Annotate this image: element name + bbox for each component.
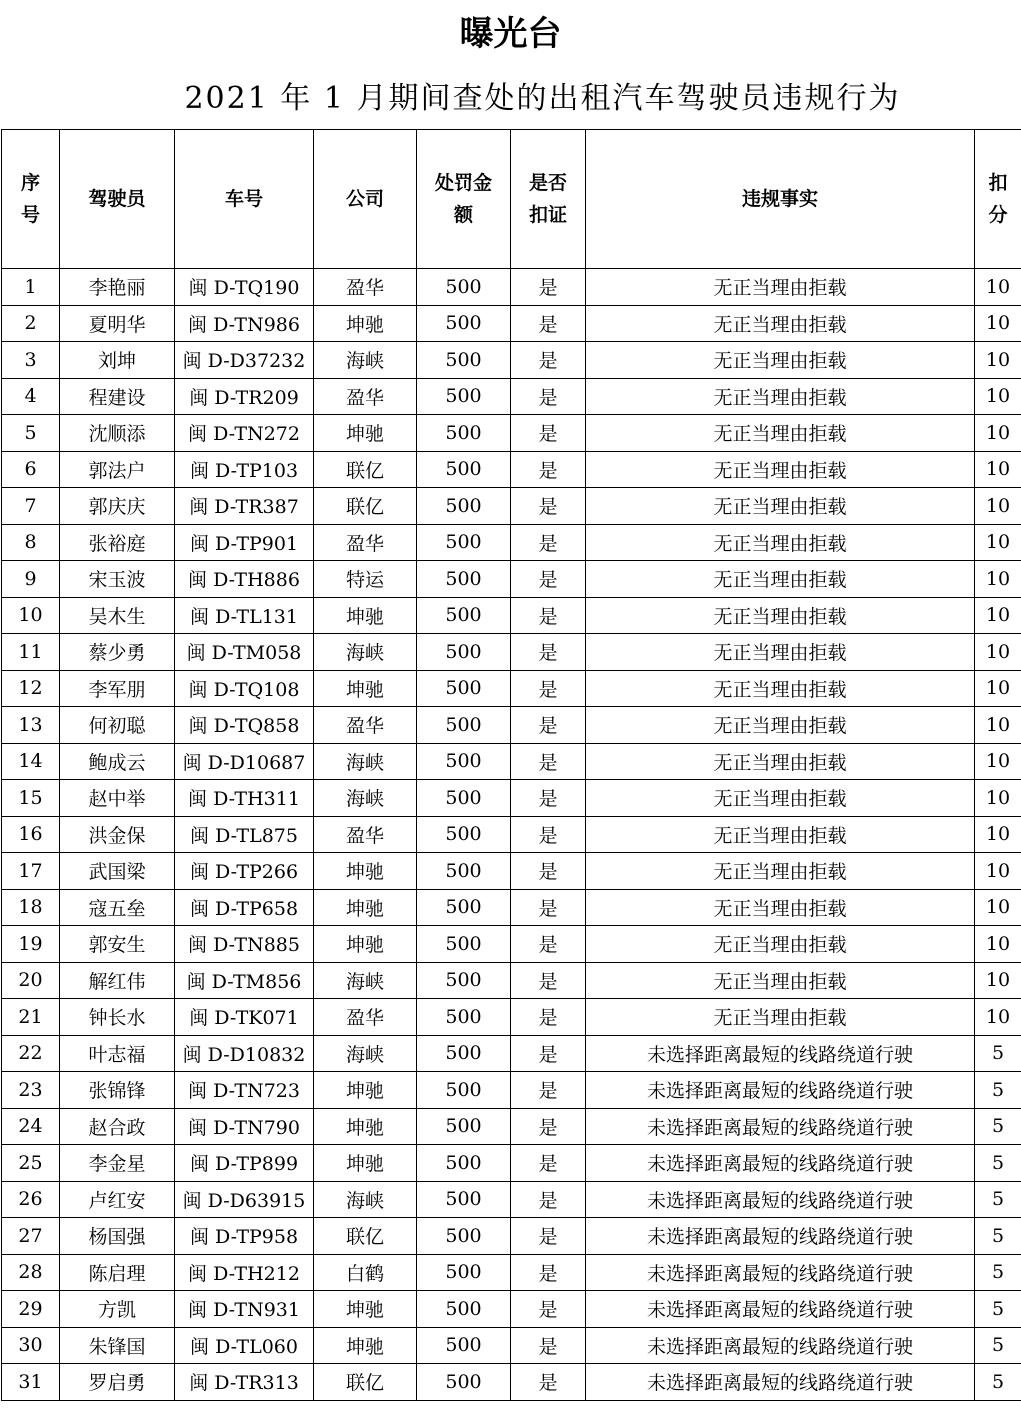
cell-seq: 14 bbox=[2, 743, 60, 780]
cell-license: 是 bbox=[511, 524, 586, 561]
cell-plate: 闽 D-D63915 bbox=[175, 1181, 314, 1218]
cell-plate: 闽 D-TN986 bbox=[175, 305, 314, 342]
cell-seq: 30 bbox=[2, 1327, 60, 1364]
cell-points: 10 bbox=[975, 634, 1021, 671]
cell-fine: 500 bbox=[417, 1145, 511, 1182]
cell-seq: 16 bbox=[2, 816, 60, 853]
header-plate: 车号 bbox=[175, 130, 314, 269]
cell-fine: 500 bbox=[417, 743, 511, 780]
cell-company: 盈华 bbox=[314, 707, 417, 744]
cell-driver: 郭法户 bbox=[60, 451, 175, 488]
cell-company: 盈华 bbox=[314, 816, 417, 853]
cell-license: 是 bbox=[511, 1291, 586, 1328]
cell-points: 5 bbox=[975, 1181, 1021, 1218]
cell-points: 10 bbox=[975, 597, 1021, 634]
cell-points: 10 bbox=[975, 378, 1021, 415]
cell-plate: 闽 D-TP266 bbox=[175, 853, 314, 890]
cell-plate: 闽 D-TM058 bbox=[175, 634, 314, 671]
cell-seq: 7 bbox=[2, 488, 60, 525]
cell-license: 是 bbox=[511, 269, 586, 306]
cell-company: 联亿 bbox=[314, 1218, 417, 1255]
header-fine: 处罚金额 bbox=[417, 130, 511, 269]
cell-driver: 赵合政 bbox=[60, 1108, 175, 1145]
cell-company: 海峡 bbox=[314, 780, 417, 817]
cell-seq: 26 bbox=[2, 1181, 60, 1218]
table-row bbox=[2, 597, 1021, 634]
cell-seq: 5 bbox=[2, 415, 60, 452]
cell-driver: 郭庆庆 bbox=[60, 488, 175, 525]
cell-license: 是 bbox=[511, 1218, 586, 1255]
cell-company: 白鹤 bbox=[314, 1254, 417, 1291]
cell-fact: 无正当理由拒载 bbox=[586, 926, 975, 963]
cell-fine: 500 bbox=[417, 524, 511, 561]
cell-seq: 15 bbox=[2, 780, 60, 817]
cell-plate: 闽 D-TR387 bbox=[175, 488, 314, 525]
cell-driver: 朱锋国 bbox=[60, 1327, 175, 1364]
cell-plate: 闽 D-TH886 bbox=[175, 561, 314, 598]
cell-driver: 钟长水 bbox=[60, 999, 175, 1036]
cell-license: 是 bbox=[511, 926, 586, 963]
table-row bbox=[2, 1327, 1021, 1364]
cell-plate: 闽 D-D37232 bbox=[175, 342, 314, 379]
cell-driver: 洪金保 bbox=[60, 816, 175, 853]
cell-license: 是 bbox=[511, 1181, 586, 1218]
cell-points: 5 bbox=[975, 1035, 1021, 1072]
cell-seq: 6 bbox=[2, 451, 60, 488]
cell-fact: 无正当理由拒载 bbox=[586, 999, 975, 1036]
cell-company: 坤驰 bbox=[314, 853, 417, 890]
cell-driver: 蔡少勇 bbox=[60, 634, 175, 671]
cell-driver: 何初聪 bbox=[60, 707, 175, 744]
cell-fine: 500 bbox=[417, 634, 511, 671]
cell-seq: 12 bbox=[2, 670, 60, 707]
cell-plate: 闽 D-TP103 bbox=[175, 451, 314, 488]
cell-driver: 叶志福 bbox=[60, 1035, 175, 1072]
cell-seq: 8 bbox=[2, 524, 60, 561]
cell-driver: 鲍成云 bbox=[60, 743, 175, 780]
table-row bbox=[2, 999, 1021, 1036]
cell-fact: 无正当理由拒载 bbox=[586, 269, 975, 306]
cell-fact: 无正当理由拒载 bbox=[586, 488, 975, 525]
cell-company: 盈华 bbox=[314, 269, 417, 306]
cell-points: 10 bbox=[975, 451, 1021, 488]
cell-driver: 陈启理 bbox=[60, 1254, 175, 1291]
cell-fine: 500 bbox=[417, 1072, 511, 1109]
cell-points: 5 bbox=[975, 1291, 1021, 1328]
cell-points: 10 bbox=[975, 707, 1021, 744]
cell-seq: 25 bbox=[2, 1145, 60, 1182]
cell-license: 是 bbox=[511, 999, 586, 1036]
cell-fact: 未选择距离最短的线路绕道行驶 bbox=[586, 1072, 975, 1109]
cell-plate: 闽 D-TN272 bbox=[175, 415, 314, 452]
table-row bbox=[2, 1254, 1021, 1291]
table-row bbox=[2, 853, 1021, 890]
cell-license: 是 bbox=[511, 1145, 586, 1182]
cell-company: 坤驰 bbox=[314, 926, 417, 963]
cell-license: 是 bbox=[511, 670, 586, 707]
table-row bbox=[2, 1364, 1021, 1401]
cell-points: 10 bbox=[975, 816, 1021, 853]
cell-plate: 闽 D-TQ858 bbox=[175, 707, 314, 744]
cell-fine: 500 bbox=[417, 342, 511, 379]
cell-plate: 闽 D-TL131 bbox=[175, 597, 314, 634]
cell-points: 10 bbox=[975, 670, 1021, 707]
cell-plate: 闽 D-D10832 bbox=[175, 1035, 314, 1072]
cell-fine: 500 bbox=[417, 451, 511, 488]
cell-fine: 500 bbox=[417, 962, 511, 999]
table-row bbox=[2, 889, 1021, 926]
cell-fact: 无正当理由拒载 bbox=[586, 889, 975, 926]
cell-license: 是 bbox=[511, 342, 586, 379]
cell-driver: 张裕庭 bbox=[60, 524, 175, 561]
cell-seq: 11 bbox=[2, 634, 60, 671]
cell-company: 盈华 bbox=[314, 999, 417, 1036]
cell-fine: 500 bbox=[417, 780, 511, 817]
cell-license: 是 bbox=[511, 853, 586, 890]
cell-company: 坤驰 bbox=[314, 597, 417, 634]
cell-license: 是 bbox=[511, 780, 586, 817]
cell-fact: 无正当理由拒载 bbox=[586, 342, 975, 379]
table-row bbox=[2, 415, 1021, 452]
cell-fact: 无正当理由拒载 bbox=[586, 597, 975, 634]
cell-driver: 杨国强 bbox=[60, 1218, 175, 1255]
cell-fact: 无正当理由拒载 bbox=[586, 634, 975, 671]
cell-fine: 500 bbox=[417, 597, 511, 634]
cell-points: 5 bbox=[975, 1254, 1021, 1291]
cell-company: 盈华 bbox=[314, 524, 417, 561]
cell-company: 盈华 bbox=[314, 378, 417, 415]
cell-driver: 卢红安 bbox=[60, 1181, 175, 1218]
cell-fact: 无正当理由拒载 bbox=[586, 451, 975, 488]
cell-seq: 31 bbox=[2, 1364, 60, 1401]
violations-table bbox=[1, 129, 1021, 1401]
cell-seq: 27 bbox=[2, 1218, 60, 1255]
cell-fine: 500 bbox=[417, 1254, 511, 1291]
cell-license: 是 bbox=[511, 707, 586, 744]
cell-fact: 无正当理由拒载 bbox=[586, 415, 975, 452]
cell-fine: 500 bbox=[417, 1108, 511, 1145]
cell-points: 10 bbox=[975, 853, 1021, 890]
cell-company: 坤驰 bbox=[314, 1108, 417, 1145]
cell-fine: 500 bbox=[417, 816, 511, 853]
cell-points: 10 bbox=[975, 780, 1021, 817]
cell-fact: 未选择距离最短的线路绕道行驶 bbox=[586, 1035, 975, 1072]
cell-driver: 张锦锋 bbox=[60, 1072, 175, 1109]
cell-seq: 17 bbox=[2, 853, 60, 890]
cell-driver: 李艳丽 bbox=[60, 269, 175, 306]
cell-driver: 李军朋 bbox=[60, 670, 175, 707]
cell-fine: 500 bbox=[417, 305, 511, 342]
cell-license: 是 bbox=[511, 1072, 586, 1109]
cell-license: 是 bbox=[511, 889, 586, 926]
cell-points: 10 bbox=[975, 889, 1021, 926]
cell-seq: 3 bbox=[2, 342, 60, 379]
cell-plate: 闽 D-TQ190 bbox=[175, 269, 314, 306]
cell-plate: 闽 D-TR313 bbox=[175, 1364, 314, 1401]
cell-points: 5 bbox=[975, 1218, 1021, 1255]
cell-company: 坤驰 bbox=[314, 1072, 417, 1109]
cell-company: 坤驰 bbox=[314, 1327, 417, 1364]
cell-driver: 方凯 bbox=[60, 1291, 175, 1328]
cell-driver: 宋玉波 bbox=[60, 561, 175, 598]
cell-driver: 李金星 bbox=[60, 1145, 175, 1182]
cell-fact: 无正当理由拒载 bbox=[586, 853, 975, 890]
cell-fine: 500 bbox=[417, 889, 511, 926]
cell-seq: 10 bbox=[2, 597, 60, 634]
header-driver: 驾驶员 bbox=[60, 130, 175, 269]
cell-fine: 500 bbox=[417, 707, 511, 744]
cell-fact: 无正当理由拒载 bbox=[586, 962, 975, 999]
table-row bbox=[2, 451, 1021, 488]
cell-fact: 未选择距离最短的线路绕道行驶 bbox=[586, 1218, 975, 1255]
cell-points: 10 bbox=[975, 488, 1021, 525]
cell-license: 是 bbox=[511, 1364, 586, 1401]
table-row bbox=[2, 524, 1021, 561]
cell-driver: 武国梁 bbox=[60, 853, 175, 890]
cell-seq: 19 bbox=[2, 926, 60, 963]
header-company: 公司 bbox=[314, 130, 417, 269]
table-row bbox=[2, 926, 1021, 963]
cell-license: 是 bbox=[511, 488, 586, 525]
cell-company: 联亿 bbox=[314, 1364, 417, 1401]
cell-seq: 18 bbox=[2, 889, 60, 926]
cell-points: 10 bbox=[975, 305, 1021, 342]
cell-seq: 13 bbox=[2, 707, 60, 744]
table-row bbox=[2, 488, 1021, 525]
table-row bbox=[2, 1291, 1021, 1328]
table-row bbox=[2, 670, 1021, 707]
cell-plate: 闽 D-TM856 bbox=[175, 962, 314, 999]
cell-points: 10 bbox=[975, 962, 1021, 999]
cell-seq: 9 bbox=[2, 561, 60, 598]
cell-company: 坤驰 bbox=[314, 670, 417, 707]
table-row bbox=[2, 378, 1021, 415]
cell-driver: 吴木生 bbox=[60, 597, 175, 634]
cell-seq: 22 bbox=[2, 1035, 60, 1072]
page-subtitle: 2021 年 1 月期间查处的出租汽车驾驶员违规行为 bbox=[184, 81, 901, 116]
cell-seq: 20 bbox=[2, 962, 60, 999]
cell-license: 是 bbox=[511, 1108, 586, 1145]
cell-points: 5 bbox=[975, 1364, 1021, 1401]
cell-fact: 无正当理由拒载 bbox=[586, 305, 975, 342]
table-body bbox=[2, 269, 1021, 1401]
header-fact: 违规事实 bbox=[586, 130, 975, 269]
cell-driver: 寇五垒 bbox=[60, 889, 175, 926]
cell-driver: 沈顺添 bbox=[60, 415, 175, 452]
cell-points: 10 bbox=[975, 926, 1021, 963]
cell-plate: 闽 D-TL060 bbox=[175, 1327, 314, 1364]
cell-points: 10 bbox=[975, 561, 1021, 598]
table-row bbox=[2, 816, 1021, 853]
cell-plate: 闽 D-TP958 bbox=[175, 1218, 314, 1255]
cell-company: 海峡 bbox=[314, 634, 417, 671]
cell-fact: 未选择距离最短的线路绕道行驶 bbox=[586, 1108, 975, 1145]
cell-fact: 无正当理由拒载 bbox=[586, 561, 975, 598]
table-row bbox=[2, 305, 1021, 342]
cell-seq: 21 bbox=[2, 999, 60, 1036]
page-title: 曝光台 bbox=[459, 14, 562, 54]
cell-fine: 500 bbox=[417, 670, 511, 707]
cell-company: 坤驰 bbox=[314, 889, 417, 926]
cell-fine: 500 bbox=[417, 1327, 511, 1364]
cell-plate: 闽 D-TN790 bbox=[175, 1108, 314, 1145]
cell-driver: 郭安生 bbox=[60, 926, 175, 963]
cell-seq: 1 bbox=[2, 269, 60, 306]
cell-fine: 500 bbox=[417, 1364, 511, 1401]
cell-plate: 闽 D-TQ108 bbox=[175, 670, 314, 707]
cell-fact: 未选择距离最短的线路绕道行驶 bbox=[586, 1327, 975, 1364]
cell-plate: 闽 D-TP901 bbox=[175, 524, 314, 561]
cell-license: 是 bbox=[511, 561, 586, 598]
cell-plate: 闽 D-TP899 bbox=[175, 1145, 314, 1182]
table-row bbox=[2, 780, 1021, 817]
cell-fact: 无正当理由拒载 bbox=[586, 670, 975, 707]
cell-driver: 程建设 bbox=[60, 378, 175, 415]
cell-driver: 夏明华 bbox=[60, 305, 175, 342]
cell-fact: 未选择距离最短的线路绕道行驶 bbox=[586, 1254, 975, 1291]
cell-license: 是 bbox=[511, 1254, 586, 1291]
cell-company: 坤驰 bbox=[314, 415, 417, 452]
cell-license: 是 bbox=[511, 1035, 586, 1072]
cell-license: 是 bbox=[511, 1327, 586, 1364]
cell-points: 10 bbox=[975, 269, 1021, 306]
cell-plate: 闽 D-TH311 bbox=[175, 780, 314, 817]
cell-license: 是 bbox=[511, 378, 586, 415]
cell-fact: 未选择距离最短的线路绕道行驶 bbox=[586, 1364, 975, 1401]
table-row bbox=[2, 743, 1021, 780]
cell-license: 是 bbox=[511, 634, 586, 671]
table-header-row bbox=[2, 130, 1021, 269]
cell-seq: 4 bbox=[2, 378, 60, 415]
cell-plate: 闽 D-TK071 bbox=[175, 999, 314, 1036]
cell-company: 坤驰 bbox=[314, 305, 417, 342]
header-points: 扣分 bbox=[975, 130, 1021, 269]
cell-company: 海峡 bbox=[314, 743, 417, 780]
cell-plate: 闽 D-TL875 bbox=[175, 816, 314, 853]
cell-driver: 罗启勇 bbox=[60, 1364, 175, 1401]
cell-company: 海峡 bbox=[314, 342, 417, 379]
cell-driver: 解红伟 bbox=[60, 962, 175, 999]
cell-fact: 未选择距离最短的线路绕道行驶 bbox=[586, 1291, 975, 1328]
cell-points: 10 bbox=[975, 342, 1021, 379]
cell-seq: 2 bbox=[2, 305, 60, 342]
cell-company: 海峡 bbox=[314, 1035, 417, 1072]
cell-license: 是 bbox=[511, 743, 586, 780]
cell-license: 是 bbox=[511, 597, 586, 634]
table-row bbox=[2, 1072, 1021, 1109]
cell-driver: 刘坤 bbox=[60, 342, 175, 379]
cell-points: 5 bbox=[975, 1327, 1021, 1364]
cell-license: 是 bbox=[511, 962, 586, 999]
table-row bbox=[2, 561, 1021, 598]
cell-seq: 23 bbox=[2, 1072, 60, 1109]
cell-fact: 无正当理由拒载 bbox=[586, 743, 975, 780]
cell-company: 坤驰 bbox=[314, 1291, 417, 1328]
cell-fact: 未选择距离最短的线路绕道行驶 bbox=[586, 1181, 975, 1218]
cell-plate: 闽 D-TR209 bbox=[175, 378, 314, 415]
cell-points: 5 bbox=[975, 1145, 1021, 1182]
table-row bbox=[2, 342, 1021, 379]
cell-points: 5 bbox=[975, 1108, 1021, 1145]
cell-fact: 无正当理由拒载 bbox=[586, 707, 975, 744]
cell-driver: 赵中举 bbox=[60, 780, 175, 817]
cell-fine: 500 bbox=[417, 926, 511, 963]
table-row bbox=[2, 1181, 1021, 1218]
cell-points: 5 bbox=[975, 1072, 1021, 1109]
cell-fine: 500 bbox=[417, 1291, 511, 1328]
table-row bbox=[2, 1035, 1021, 1072]
cell-fact: 无正当理由拒载 bbox=[586, 378, 975, 415]
cell-seq: 24 bbox=[2, 1108, 60, 1145]
cell-plate: 闽 D-TN931 bbox=[175, 1291, 314, 1328]
cell-fact: 未选择距离最短的线路绕道行驶 bbox=[586, 1145, 975, 1182]
cell-fine: 500 bbox=[417, 1181, 511, 1218]
cell-fine: 500 bbox=[417, 488, 511, 525]
cell-seq: 28 bbox=[2, 1254, 60, 1291]
cell-company: 联亿 bbox=[314, 488, 417, 525]
cell-points: 10 bbox=[975, 743, 1021, 780]
cell-fine: 500 bbox=[417, 378, 511, 415]
cell-fact: 无正当理由拒载 bbox=[586, 524, 975, 561]
cell-plate: 闽 D-D10687 bbox=[175, 743, 314, 780]
cell-points: 10 bbox=[975, 524, 1021, 561]
cell-license: 是 bbox=[511, 305, 586, 342]
cell-seq: 29 bbox=[2, 1291, 60, 1328]
header-license: 是否扣证 bbox=[511, 130, 586, 269]
cell-fine: 500 bbox=[417, 415, 511, 452]
cell-plate: 闽 D-TH212 bbox=[175, 1254, 314, 1291]
cell-fact: 无正当理由拒载 bbox=[586, 816, 975, 853]
table-row bbox=[2, 634, 1021, 671]
table-row bbox=[2, 269, 1021, 306]
cell-company: 海峡 bbox=[314, 1181, 417, 1218]
cell-fine: 500 bbox=[417, 853, 511, 890]
table-row bbox=[2, 1218, 1021, 1255]
cell-fine: 500 bbox=[417, 1035, 511, 1072]
cell-fine: 500 bbox=[417, 269, 511, 306]
cell-company: 联亿 bbox=[314, 451, 417, 488]
cell-plate: 闽 D-TN723 bbox=[175, 1072, 314, 1109]
cell-plate: 闽 D-TP658 bbox=[175, 889, 314, 926]
cell-fine: 500 bbox=[417, 999, 511, 1036]
table-row bbox=[2, 1145, 1021, 1182]
cell-license: 是 bbox=[511, 415, 586, 452]
table-row bbox=[2, 707, 1021, 744]
cell-fine: 500 bbox=[417, 1218, 511, 1255]
cell-points: 10 bbox=[975, 415, 1021, 452]
cell-fact: 无正当理由拒载 bbox=[586, 780, 975, 817]
cell-company: 特运 bbox=[314, 561, 417, 598]
table-row bbox=[2, 1108, 1021, 1145]
header-seq: 序号 bbox=[2, 130, 60, 269]
cell-license: 是 bbox=[511, 451, 586, 488]
cell-plate: 闽 D-TN885 bbox=[175, 926, 314, 963]
cell-company: 海峡 bbox=[314, 962, 417, 999]
cell-license: 是 bbox=[511, 816, 586, 853]
table-row bbox=[2, 962, 1021, 999]
cell-company: 坤驰 bbox=[314, 1145, 417, 1182]
cell-points: 10 bbox=[975, 999, 1021, 1036]
cell-fine: 500 bbox=[417, 561, 511, 598]
